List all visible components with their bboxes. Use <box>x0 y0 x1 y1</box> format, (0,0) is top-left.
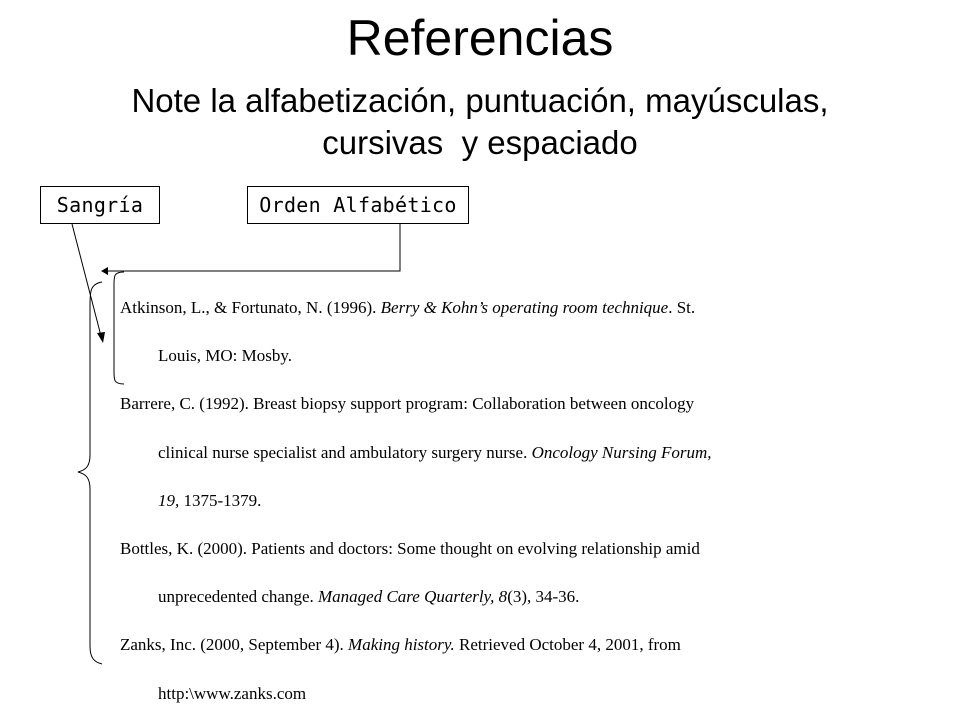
italic-segment: Managed Care Quarterly, 8 <box>318 587 508 607</box>
text-segment: (3), 34-36. <box>507 587 580 607</box>
text-segment: . St. <box>668 298 696 317</box>
text-segment: unprecedented change. <box>158 587 318 607</box>
text-segment: Bottles, K. (2000). Patients and doctors: Some thought on evolving relationship amid <box>120 539 700 559</box>
reference-entry <box>120 380 940 525</box>
text-segment: Atkinson, L., & Fortunato, N. (1996). <box>120 298 381 317</box>
reference-continuation-line <box>120 429 940 477</box>
reference-continuation-line <box>120 477 940 525</box>
page-title: Referencias <box>346 10 614 66</box>
reference-continuation-line <box>120 332 940 380</box>
reference-entry <box>120 621 940 717</box>
text-segment: http:\www.zanks.com <box>158 683 307 703</box>
text-segment: Barrere, C. (1992). Breast biopsy support program: Collaboration between oncology <box>120 394 695 414</box>
reference-entry <box>120 525 940 621</box>
alphabetical-order-arrowhead <box>101 267 108 275</box>
alphabetical-order-connector <box>108 224 400 271</box>
subtitle-line-1: Note la alfabetización, puntuación, mayúsculas, <box>131 82 829 119</box>
reference-first-line <box>120 380 940 428</box>
reference-first-line <box>120 284 940 332</box>
reference-first-line <box>120 621 940 669</box>
italic-segment: Oncology Nursing Forum, <box>531 442 712 462</box>
reference-continuation-line <box>120 573 940 621</box>
sangria-label-box: Sangría <box>40 186 160 224</box>
indent-arrowhead <box>97 332 105 343</box>
text-segment: Louis, MO: Mosby. <box>158 346 292 366</box>
reference-entry <box>120 284 940 380</box>
subtitle-line-2: cursivas y espaciado <box>322 124 638 161</box>
italic-segment: Berry & Kohn’s operating room technique <box>380 298 669 317</box>
italic-segment: Making history. <box>348 635 455 655</box>
text-segment: 1375-1379. <box>179 490 262 510</box>
references-brace <box>78 282 102 664</box>
text-segment: clinical nurse specialist and ambulatory surgery nurse. <box>158 442 532 462</box>
text-segment: Zanks, Inc. (2000, September 4). <box>120 635 349 655</box>
reference-continuation-line <box>120 670 940 718</box>
alphabetical-order-label-box: Orden Alfabético <box>247 186 469 224</box>
italic-segment: 19, <box>158 490 180 510</box>
reference-list <box>120 284 940 718</box>
reference-first-line <box>120 525 940 573</box>
text-segment: Retrieved October 4, 2001, from <box>454 635 681 655</box>
indent-arrow-line <box>72 224 101 336</box>
